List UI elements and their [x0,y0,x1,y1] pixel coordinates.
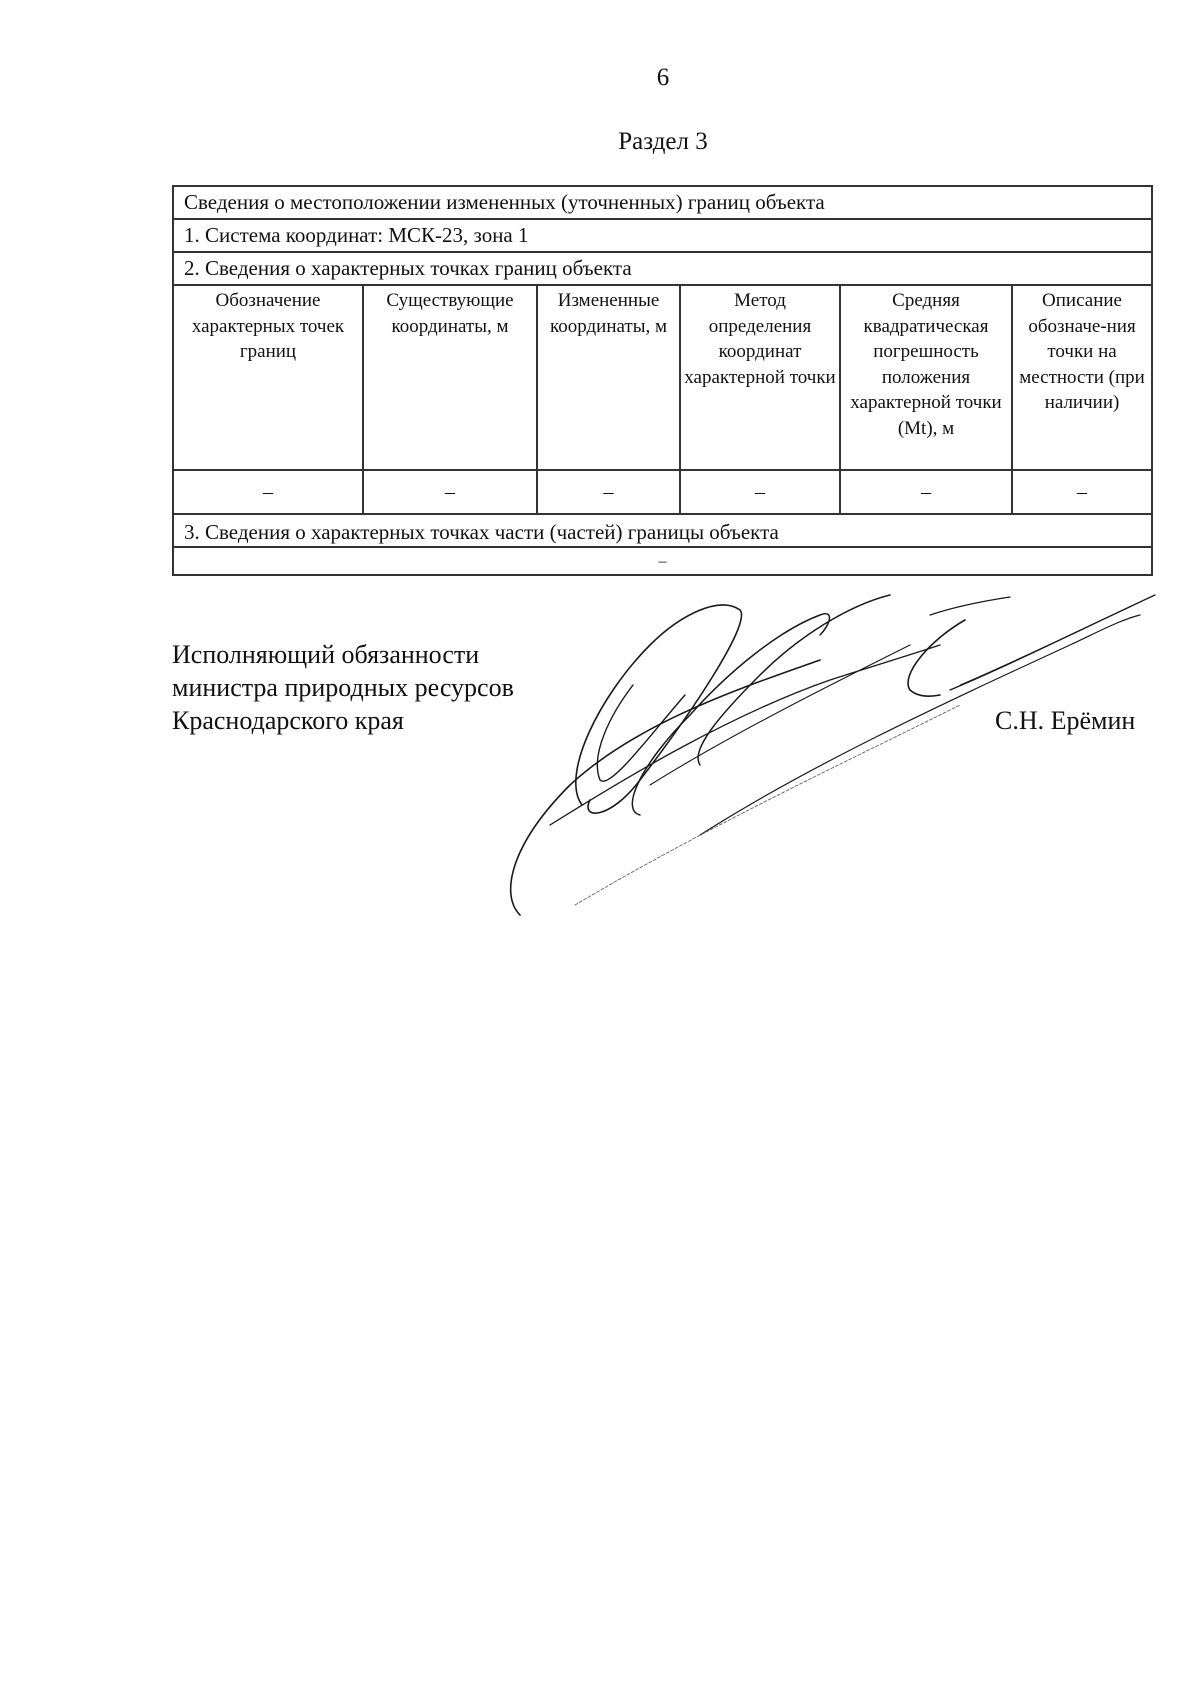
position-line: министра природных ресурсов [172,673,514,702]
signature-icon [490,575,1170,935]
column-header: Обозначение характерных точек границ [173,285,363,470]
signatory-position [172,638,514,737]
column-header: Описание обозначе-ния точки на местности (при наличии) [1012,285,1152,470]
points-heading: 2. Сведения о характерных точках границ объекта [173,252,1152,285]
position-line: Исполняющий обязанности [172,640,480,669]
table-cell: – [1012,470,1152,514]
column-header: Средняя квадратическая погрешность положения характерной точки (Mt), м [840,285,1012,470]
table-cell: – [840,470,1012,514]
table-title: Сведения о местоположении измененных (уточненных) границ объекта [173,186,1152,219]
boundary-info-table [172,185,1153,576]
table-cell: – [363,470,537,514]
position-line: Краснодарского края [172,706,404,735]
section-title: Раздел 3 [618,128,708,155]
column-header: Существующие координаты, м [363,285,537,470]
column-header: Измененные координаты, м [537,285,680,470]
table-cell: – [680,470,840,514]
table-row [173,470,1152,514]
column-header: Метод определения координат характерной точки [680,285,840,470]
page-number: 6 [656,64,670,91]
coordinate-system: 1. Система координат: МСК-23, зона 1 [173,219,1152,252]
column-header-row [173,285,1152,470]
signatory-name: С.Н. Ерёмин [995,706,1136,735]
table-cell: – [537,470,680,514]
parts-heading: 3. Сведения о характерных точках части (частей) границы объекта [173,514,1152,547]
parts-value: – [173,547,1152,575]
table-cell: – [173,470,363,514]
